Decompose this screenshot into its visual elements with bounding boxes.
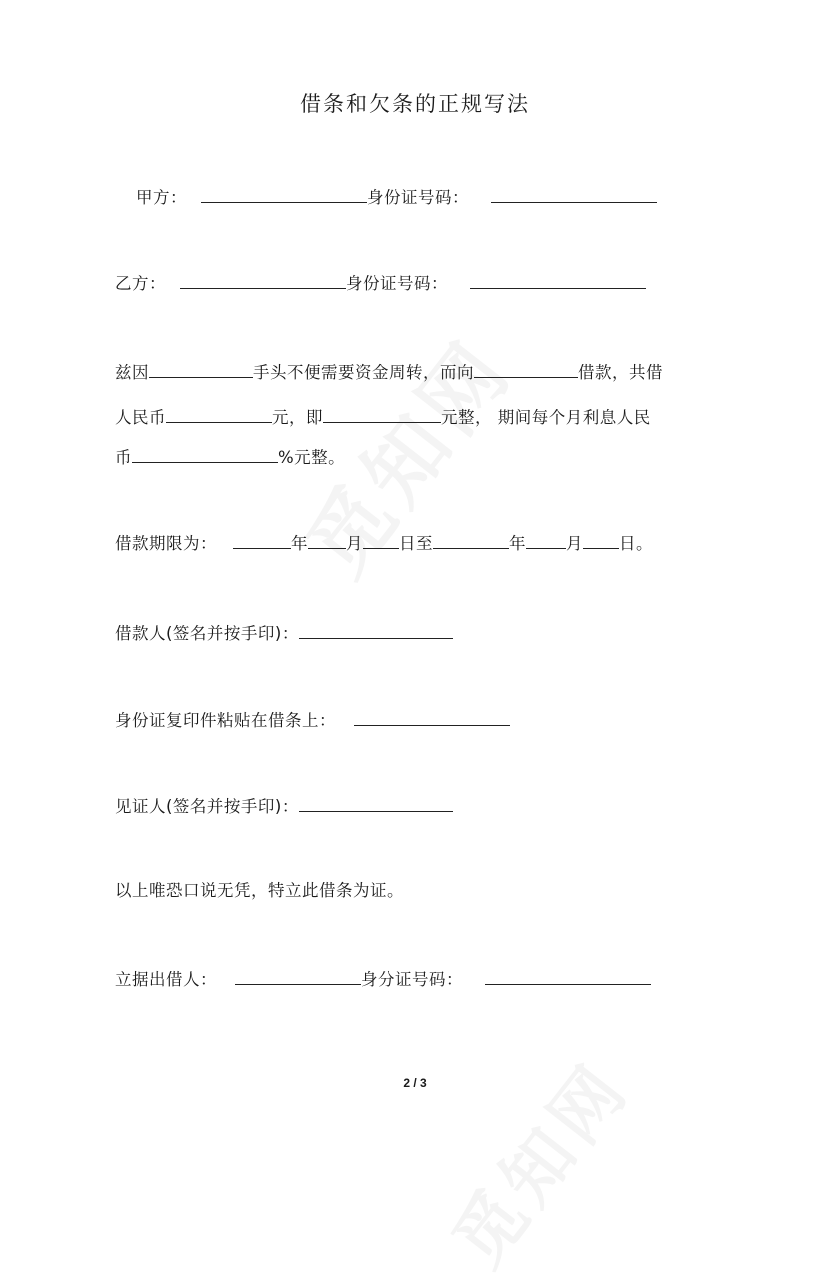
issuer-id-label: 身分证号码： [361,970,463,989]
term-year-2: 年 [509,534,526,553]
party-b-id-label: 身份证号码： [346,274,448,293]
reason-text-3: 借款，共借 [578,363,663,382]
borrower-sign-label: 借款人(签名并按手印)： [115,624,299,643]
term-year-1: 年 [291,534,308,553]
id-copy-label: 身份证复印件粘贴在借条上： [115,711,336,730]
amount-blank[interactable] [166,406,272,423]
end-day-blank[interactable] [583,532,619,549]
end-year-blank[interactable] [433,532,509,549]
party-b-id-blank[interactable] [470,272,646,289]
lender-name-blank[interactable] [474,361,578,378]
issuer-label: 立据出借人： [115,970,217,989]
party-b-name-blank[interactable] [180,272,346,289]
term-line [115,532,653,554]
term-month-2: 月 [566,534,583,553]
id-copy-line [115,709,510,731]
reason-text-8: %元整。 [278,448,346,467]
party-b-line [115,272,646,294]
party-b-label: 乙方： [115,274,166,293]
reason-text-5: 元，即 [272,408,323,427]
borrower-sign-blank[interactable] [299,622,453,639]
watermark-logo-bottom [425,1037,649,1284]
borrower-sign-line [115,622,453,644]
page-title: 借条和欠条的正规写法 [300,92,530,116]
issuer-id-blank[interactable] [485,968,651,985]
term-day-1: 日至 [399,534,433,553]
amount-uppercase-blank[interactable] [323,406,441,423]
term-month-1: 月 [346,534,363,553]
statement-text: 以上唯恐口说无凭，特立此借条为证。 [115,881,404,900]
reason-text-6: 元整， 期间每个月利息人民 [441,408,651,427]
statement-line [115,881,404,901]
party-a-label: 甲方： [136,188,187,207]
reason-blank-1[interactable] [149,361,253,378]
reason-text-4: 人民币 [115,408,166,427]
party-a-id-blank[interactable] [491,186,657,203]
end-month-blank[interactable] [526,532,566,549]
witness-sign-label: 见证人(签名并按手印)： [115,797,299,816]
reason-line-1 [115,361,663,383]
issuer-line [115,968,651,990]
interest-blank[interactable] [132,446,278,463]
witness-sign-line [115,795,453,817]
issuer-name-blank[interactable] [235,968,361,985]
id-copy-blank[interactable] [354,709,510,726]
start-year-blank[interactable] [233,532,291,549]
start-month-blank[interactable] [308,532,346,549]
term-label: 借款期限为： [115,534,217,553]
term-day-2: 日。 [619,534,653,553]
party-a-id-label: 身份证号码： [367,188,469,207]
party-a-name-blank[interactable] [201,186,367,203]
reason-text-2: 手头不便需要资金周转，而向 [253,363,474,382]
reason-text-1: 兹因 [115,363,149,382]
page-number: 2 / 3 [403,1076,427,1090]
reason-line-2 [115,406,651,428]
witness-sign-blank[interactable] [299,795,453,812]
party-a-line [136,186,657,208]
reason-line-3 [115,446,345,468]
start-day-blank[interactable] [363,532,399,549]
reason-text-7: 币 [115,448,132,467]
